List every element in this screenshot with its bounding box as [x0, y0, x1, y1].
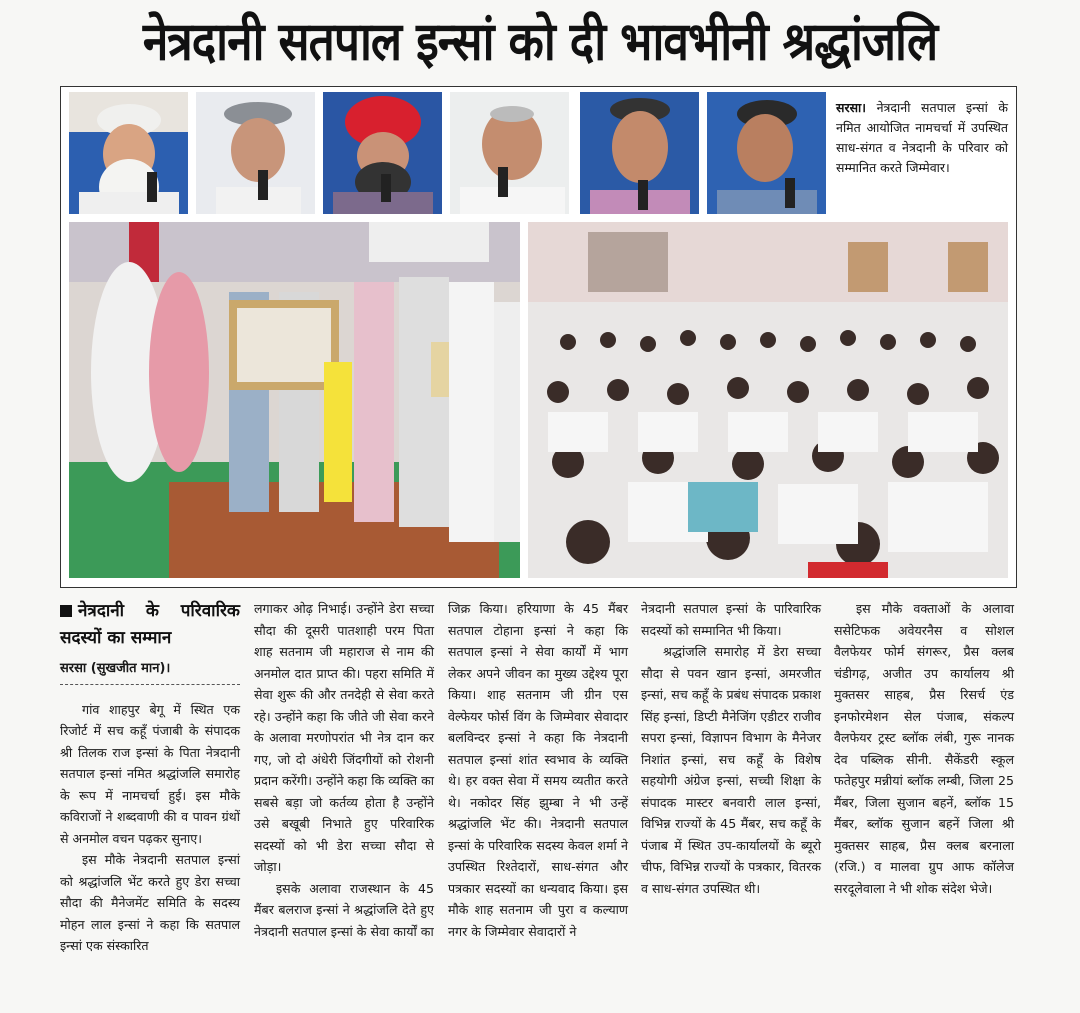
audience-photo [528, 222, 1008, 578]
headline: नेत्रदानी सतपाल इन्सां को दी भावभीनी श्रद्धांजलि [142, 10, 938, 73]
paragraph: जिक्र किया। हरियाणा के 45 मैंबर सतपाल टोहाना इन्सां ने कहा कि सतपाल इन्सां ने सेवा कार्यों में भाग लेकर अपने जीवन का मुख्य उद्देश्य पूरा किया। शाह सतनाम जी ग्रीन एस वेल्फेयर फोर्स विंग के जिम्मेवार सेवादार बलविन्दर इन्सां ने कहा कि नेत्रदानी सतपाल इन्सां शांत स्वभाव के व्यक्ति थे। हर वक्त सेवा में समय व्यतीत करते थे। नकोदर सिंह झुम्बा ने भी उन्हें श्रद्धांजलि भेंट की। नेत्रदानी सतपाल इन्सां के परिवारिक सदस्य केवल शर्मा ने उपस्थित रिश्तेदारों, साध-संगत और पत्रकार सदस्यों का धन्यवाद किया। इस मौके शाह सतनाम जी पुरा व कल्याण नगर के जिम्मेवार सेवादारों ने [448, 601, 628, 939]
speaker-portrait-1 [69, 92, 188, 214]
paragraph: गांव शाहपुर बेगू में स्थित एक रिजोर्ट में सच कहूँ पंजाबी के संपादक श्री तिलक राज इन्सां के पिता नेत्रदानी सतपाल इन्सां नमित श्रद्धांजलि समारोह के रूप में नामचर्चा हुई। इस मौके कविराजों ने शब्दवाणी की व पावन ग्रंथों से अनमोल वचन पढ़कर सुनाए। [60, 701, 240, 846]
paragraph: नेत्रदानी सतपाल इन्सां के पारिवारिक सदस्यों को सम्मानित भी किया। [641, 601, 821, 638]
speaker-portrait-4 [450, 92, 569, 214]
article-subhead: नेत्रदानी के परिवारिक सदस्यों का सम्मान [60, 601, 240, 648]
article-column-2 [254, 598, 434, 942]
divider [60, 684, 240, 685]
family-photo [69, 222, 520, 578]
speaker-portrait-3 [323, 92, 442, 214]
dateline: सरसा (सुखजीत मान)। [60, 661, 171, 676]
paragraph: इस मौके नेत्रदानी सतपाल इन्सां को श्रद्धांजलि भेंट करते हुए डेरा सच्चा सौदा की मैनेजमेंट समिति के सदस्य मोहन लाल इन्सां ने कहा कि सतपाल इन्सां एक संस्कारित [60, 852, 240, 953]
caption-body: नेत्रदानी सतपाल इन्सां के नमित आयोजित नामचर्चा में उपस्थित साध-संगत व नेत्रदानी के परिवार को सम्मानित करते जिम्मेवार। [836, 100, 1008, 175]
speaker-portrait-2 [196, 92, 315, 214]
article-column-1 [60, 598, 240, 957]
photo-caption [836, 98, 1008, 178]
speaker-portrait-5 [580, 92, 699, 214]
paragraph: लगाकर ओढ़ निभाई। उन्होंने डेरा सच्चा सौदा की दूसरी पातशाही परम पिता शाह सतनाम जी महाराज से नाम की अनमोल दात प्राप्त की। पहरा समिति में सेवा शुरू की और तनदेही से सेवा करते रहे। उन्होंने कहा कि जीते जी सेवा करने के अलावा मरणोपरांत भी नेत्र दान कर गए, जो दो अंधेरी जिंदगीयों को रोशनी प्रदान करेंगी। उन्होंने कहा कि व्यक्ति का सबसे बड़ा जो कर्तव्य होता है उन्होंने उसे बखूबी निभाते हुए परिवारिक सदस्यों को भी डेरा सच्चा सौदा से जोड़ा। [254, 601, 434, 874]
caption-lead: सरसा। [836, 100, 866, 115]
article-column-5 [834, 598, 1014, 899]
article-column-4 [641, 598, 821, 899]
paragraph: इसके अलावा राजस्थान के 45 मैंबर बलराज इन्सां ने श्रद्धांजलि देते हुए नेत्रदानी सतपाल इन्सां के सेवा कार्यों का [254, 880, 434, 939]
speaker-portrait-6 [707, 92, 826, 214]
paragraph: श्रद्धांजलि समारोह में डेरा सच्चा सौदा से पवन खान इन्सां, अमरजीत इन्सां, सच कहूँ के प्रबंध संपादक प्रकाश सिंह इन्सां, डिप्टी मैनेजिंग एडीटर राजीव सपरा इन्सां, विज्ञापन विभाग के मैनेजर निशांत इन्सां, सच कहूँ के विशेष सहयोगी अंग्रेज इन्सां, सच्ची शिक्षा के संपादक मास्टर बनवारी लाल इन्सां, विभिन्न राज्यों के 45 मैंबर, सच कहूँ के पंजाब में स्थित उप-कार्यालयों के ब्यूरो चीफ, विभिन्न राज्यों के पत्रकार, वितरक व साध-संगत उपस्थित थी। [641, 644, 821, 896]
bullet-square-icon [60, 605, 72, 617]
article-column-3 [448, 598, 628, 942]
paragraph: इस मौके वक्ताओं के अलावा ससेटिफक अवेयरनैस व सोशल वैलफेयर फोर्म संगरूर, प्रैस क्लब चंडीगढ़, अजीत उप कार्यालय श्री मुक्तसर साहब, प्रैस रिसर्च एंड इनफोरमेशन सेल पंजाब, संकल्प वैलफेयर ट्रस्ट ब्लॉक लंबी, गुरू नानक देव पब्लिक सीनी. सैकेंडरी स्कूल फतेहपुर मन्नीयां ब्लॉक लम्बी, जिला 25 मैंबर, जिला सुजान बहनें, ब्लॉक 15 मैंबर, ब्लॉक सुजान बहनें जिला श्री मुक्तसर साहब, प्रैस क्लब बरनाला (रजि.) व मालवा ग्रुप आफ कॉलेज सरदूलेवाला ने भी शोक संदेश भेजे। [834, 601, 1014, 896]
